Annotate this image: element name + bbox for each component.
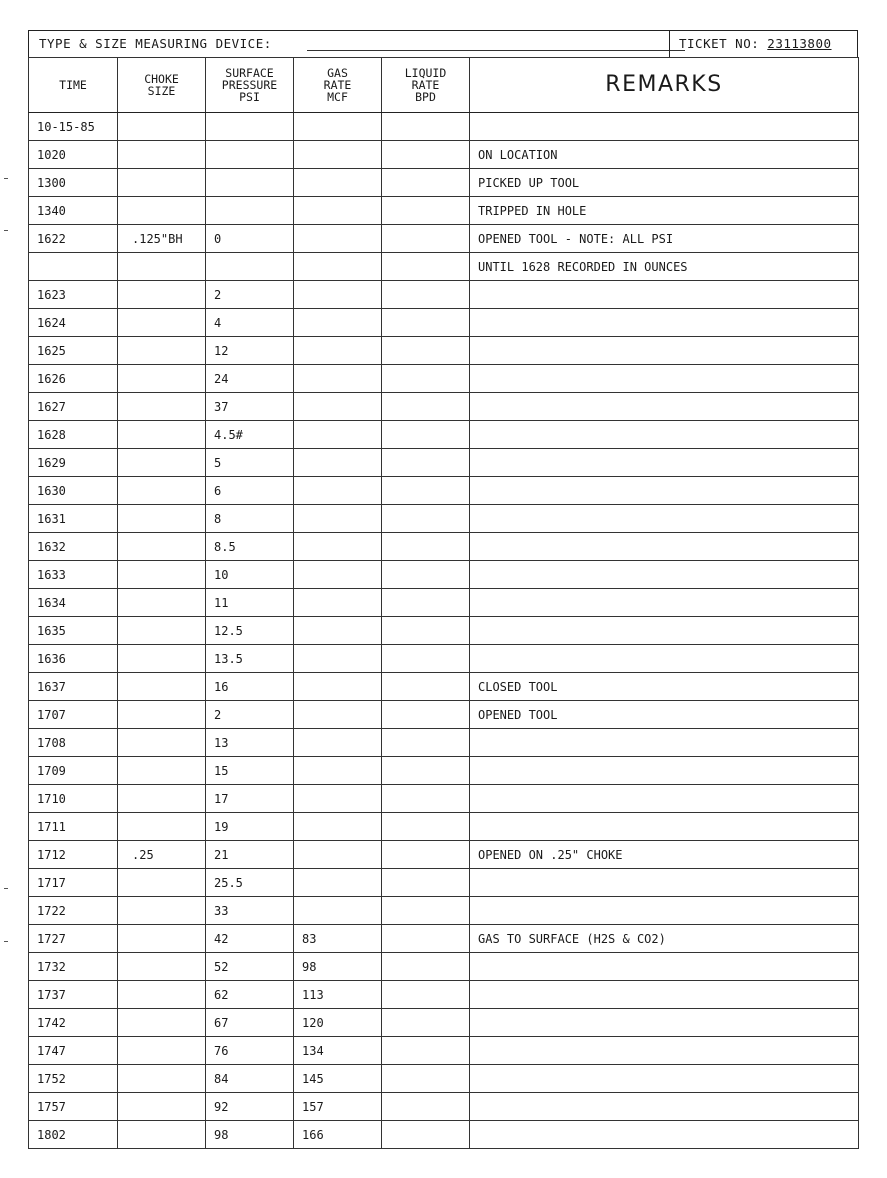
cell-surface-pressure: 33 — [206, 897, 294, 925]
cell-choke-size — [118, 1037, 206, 1065]
header-divider — [669, 31, 670, 57]
cell-gas-rate — [294, 561, 382, 589]
table-row — [29, 841, 859, 869]
margin-mark — [4, 941, 8, 942]
cell-time: 1710 — [29, 785, 118, 813]
column-header-row — [29, 58, 859, 113]
table-row — [29, 757, 859, 785]
cell-choke-size — [118, 813, 206, 841]
cell-surface-pressure — [206, 141, 294, 169]
cell-liquid-rate — [382, 393, 470, 421]
cell-surface-pressure: 2 — [206, 281, 294, 309]
cell-gas-rate — [294, 757, 382, 785]
cell-liquid-rate — [382, 841, 470, 869]
table-row — [29, 981, 859, 1009]
cell-choke-size — [118, 393, 206, 421]
table-row — [29, 561, 859, 589]
cell-liquid-rate — [382, 477, 470, 505]
cell-liquid-rate — [382, 701, 470, 729]
cell-time: 1712 — [29, 841, 118, 869]
cell-time: 1627 — [29, 393, 118, 421]
cell-gas-rate — [294, 589, 382, 617]
table-row — [29, 253, 859, 281]
cell-remarks — [470, 645, 859, 673]
header-line: BPD — [415, 90, 436, 104]
cell-remarks — [470, 421, 859, 449]
table-row — [29, 701, 859, 729]
cell-time: 1709 — [29, 757, 118, 785]
cell-time: 1629 — [29, 449, 118, 477]
header-line: TIME — [59, 78, 87, 92]
cell-remarks: TRIPPED IN HOLE — [470, 197, 859, 225]
cell-time: 1732 — [29, 953, 118, 981]
cell-remarks — [470, 309, 859, 337]
cell-time: 1626 — [29, 365, 118, 393]
cell-choke-size — [118, 533, 206, 561]
cell-time: 1633 — [29, 561, 118, 589]
cell-surface-pressure: 5 — [206, 449, 294, 477]
cell-surface-pressure — [206, 253, 294, 281]
cell-time: 1622 — [29, 225, 118, 253]
cell-gas-rate — [294, 169, 382, 197]
table-row — [29, 141, 859, 169]
table-row — [29, 1009, 859, 1037]
cell-remarks — [470, 1121, 859, 1149]
cell-gas-rate — [294, 337, 382, 365]
cell-gas-rate — [294, 477, 382, 505]
cell-liquid-rate — [382, 673, 470, 701]
cell-liquid-rate — [382, 981, 470, 1009]
test-data-table — [28, 57, 859, 1149]
cell-surface-pressure: 13.5 — [206, 645, 294, 673]
cell-remarks — [470, 729, 859, 757]
cell-time: 1636 — [29, 645, 118, 673]
cell-choke-size — [118, 449, 206, 477]
cell-gas-rate: 145 — [294, 1065, 382, 1093]
cell-gas-rate — [294, 505, 382, 533]
cell-choke-size — [118, 421, 206, 449]
cell-gas-rate — [294, 113, 382, 141]
cell-remarks — [470, 561, 859, 589]
table-row — [29, 813, 859, 841]
cell-remarks: OPENED TOOL — [470, 701, 859, 729]
cell-liquid-rate — [382, 421, 470, 449]
cell-choke-size — [118, 477, 206, 505]
cell-remarks — [470, 281, 859, 309]
cell-remarks — [470, 589, 859, 617]
cell-choke-size — [118, 141, 206, 169]
cell-liquid-rate — [382, 785, 470, 813]
cell-liquid-rate — [382, 757, 470, 785]
cell-gas-rate — [294, 141, 382, 169]
cell-surface-pressure: 6 — [206, 477, 294, 505]
cell-choke-size — [118, 505, 206, 533]
cell-remarks — [470, 897, 859, 925]
cell-surface-pressure: 42 — [206, 925, 294, 953]
cell-time: 1624 — [29, 309, 118, 337]
cell-remarks — [470, 813, 859, 841]
cell-gas-rate: 157 — [294, 1093, 382, 1121]
cell-time: 1020 — [29, 141, 118, 169]
cell-choke-size — [118, 757, 206, 785]
cell-time — [29, 253, 118, 281]
cell-surface-pressure: 12 — [206, 337, 294, 365]
cell-choke-size — [118, 281, 206, 309]
cell-gas-rate — [294, 309, 382, 337]
cell-remarks: PICKED UP TOOL — [470, 169, 859, 197]
header-line: GAS — [327, 66, 348, 80]
cell-choke-size — [118, 309, 206, 337]
cell-remarks: ON LOCATION — [470, 141, 859, 169]
cell-remarks — [470, 1009, 859, 1037]
cell-time: 1707 — [29, 701, 118, 729]
cell-gas-rate: 113 — [294, 981, 382, 1009]
cell-choke-size — [118, 113, 206, 141]
cell-surface-pressure: 62 — [206, 981, 294, 1009]
cell-gas-rate — [294, 813, 382, 841]
cell-surface-pressure: 37 — [206, 393, 294, 421]
column-header-choke-size — [118, 58, 206, 113]
cell-remarks — [470, 785, 859, 813]
cell-time: 1802 — [29, 1121, 118, 1149]
cell-time: 1625 — [29, 337, 118, 365]
header-line: PSI — [239, 90, 260, 104]
cell-choke-size — [118, 673, 206, 701]
cell-remarks — [470, 1037, 859, 1065]
cell-gas-rate: 120 — [294, 1009, 382, 1037]
cell-surface-pressure: 11 — [206, 589, 294, 617]
header-line: SIZE — [147, 84, 176, 98]
cell-gas-rate — [294, 729, 382, 757]
cell-liquid-rate — [382, 309, 470, 337]
column-header-time — [29, 58, 118, 113]
cell-remarks — [470, 113, 859, 141]
cell-liquid-rate — [382, 1065, 470, 1093]
cell-remarks — [470, 393, 859, 421]
table-row — [29, 1065, 859, 1093]
table-row — [29, 505, 859, 533]
cell-time: 1635 — [29, 617, 118, 645]
cell-surface-pressure — [206, 169, 294, 197]
cell-choke-size — [118, 169, 206, 197]
table-row — [29, 589, 859, 617]
cell-choke-size — [118, 1065, 206, 1093]
cell-gas-rate — [294, 701, 382, 729]
cell-time: 1722 — [29, 897, 118, 925]
cell-surface-pressure — [206, 197, 294, 225]
cell-liquid-rate — [382, 897, 470, 925]
cell-surface-pressure: 84 — [206, 1065, 294, 1093]
cell-remarks — [470, 449, 859, 477]
table-row — [29, 309, 859, 337]
cell-gas-rate — [294, 869, 382, 897]
cell-gas-rate — [294, 645, 382, 673]
cell-choke-size: .25 — [118, 841, 206, 869]
margin-mark — [4, 888, 8, 889]
cell-liquid-rate — [382, 225, 470, 253]
cell-liquid-rate — [382, 645, 470, 673]
table-row — [29, 785, 859, 813]
cell-remarks — [470, 981, 859, 1009]
cell-remarks: UNTIL 1628 RECORDED IN OUNCES — [470, 253, 859, 281]
table-row — [29, 673, 859, 701]
cell-surface-pressure: 4.5# — [206, 421, 294, 449]
table-row — [29, 225, 859, 253]
table-row — [29, 645, 859, 673]
cell-liquid-rate — [382, 281, 470, 309]
cell-remarks — [470, 505, 859, 533]
cell-surface-pressure: 52 — [206, 953, 294, 981]
cell-liquid-rate — [382, 253, 470, 281]
sheet-header — [28, 30, 858, 57]
cell-surface-pressure: 25.5 — [206, 869, 294, 897]
header-line: SURFACE — [225, 66, 274, 80]
device-blank-line — [307, 50, 685, 51]
cell-choke-size — [118, 981, 206, 1009]
cell-gas-rate — [294, 897, 382, 925]
table-row — [29, 1037, 859, 1065]
header-line: MCF — [327, 90, 348, 104]
header-line: RATE — [411, 78, 440, 92]
cell-surface-pressure: 15 — [206, 757, 294, 785]
cell-remarks — [470, 953, 859, 981]
cell-surface-pressure: 98 — [206, 1121, 294, 1149]
cell-time: 10-15-85 — [29, 113, 118, 141]
cell-choke-size — [118, 253, 206, 281]
cell-liquid-rate — [382, 561, 470, 589]
cell-surface-pressure: 2 — [206, 701, 294, 729]
cell-liquid-rate — [382, 197, 470, 225]
cell-remarks — [470, 337, 859, 365]
cell-time: 1747 — [29, 1037, 118, 1065]
table-row — [29, 1121, 859, 1149]
cell-choke-size — [118, 701, 206, 729]
cell-remarks — [470, 365, 859, 393]
cell-surface-pressure: 92 — [206, 1093, 294, 1121]
cell-time: 1340 — [29, 197, 118, 225]
cell-choke-size — [118, 869, 206, 897]
table-row — [29, 869, 859, 897]
cell-surface-pressure: 17 — [206, 785, 294, 813]
cell-liquid-rate — [382, 113, 470, 141]
cell-time: 1757 — [29, 1093, 118, 1121]
cell-liquid-rate — [382, 1009, 470, 1037]
cell-liquid-rate — [382, 729, 470, 757]
cell-choke-size — [118, 645, 206, 673]
cell-liquid-rate — [382, 925, 470, 953]
cell-surface-pressure: 10 — [206, 561, 294, 589]
cell-remarks — [470, 617, 859, 645]
table-row — [29, 897, 859, 925]
table-row — [29, 925, 859, 953]
margin-mark — [4, 178, 8, 179]
cell-gas-rate — [294, 449, 382, 477]
cell-gas-rate — [294, 617, 382, 645]
cell-time: 1628 — [29, 421, 118, 449]
cell-surface-pressure: 0 — [206, 225, 294, 253]
cell-choke-size — [118, 897, 206, 925]
header-line: REMARKS — [605, 72, 723, 97]
ticket-field — [679, 36, 832, 51]
cell-choke-size — [118, 617, 206, 645]
cell-remarks — [470, 477, 859, 505]
cell-gas-rate — [294, 253, 382, 281]
cell-gas-rate — [294, 197, 382, 225]
header-line: CHOKE — [144, 72, 179, 86]
cell-surface-pressure: 8.5 — [206, 533, 294, 561]
cell-remarks — [470, 869, 859, 897]
table-row — [29, 169, 859, 197]
cell-liquid-rate — [382, 1093, 470, 1121]
cell-time: 1623 — [29, 281, 118, 309]
table-row — [29, 197, 859, 225]
cell-time: 1631 — [29, 505, 118, 533]
header-line: RATE — [323, 78, 352, 92]
table-row — [29, 729, 859, 757]
margin-mark — [4, 230, 8, 231]
table-row — [29, 113, 859, 141]
cell-remarks: OPENED TOOL - NOTE: ALL PSI — [470, 225, 859, 253]
column-header-liquid-rate — [382, 58, 470, 113]
cell-gas-rate — [294, 785, 382, 813]
cell-liquid-rate — [382, 869, 470, 897]
cell-time: 1630 — [29, 477, 118, 505]
cell-remarks: OPENED ON .25" CHOKE — [470, 841, 859, 869]
cell-surface-pressure: 4 — [206, 309, 294, 337]
cell-time: 1737 — [29, 981, 118, 1009]
cell-liquid-rate — [382, 533, 470, 561]
table-row — [29, 1093, 859, 1121]
column-header-gas-rate — [294, 58, 382, 113]
cell-liquid-rate — [382, 449, 470, 477]
test-data-sheet — [28, 30, 858, 1149]
table-row — [29, 533, 859, 561]
cell-choke-size — [118, 785, 206, 813]
cell-surface-pressure: 21 — [206, 841, 294, 869]
cell-gas-rate: 98 — [294, 953, 382, 981]
cell-time: 1742 — [29, 1009, 118, 1037]
cell-liquid-rate — [382, 365, 470, 393]
cell-time: 1637 — [29, 673, 118, 701]
table-row — [29, 337, 859, 365]
table-row — [29, 477, 859, 505]
cell-gas-rate — [294, 421, 382, 449]
cell-gas-rate — [294, 841, 382, 869]
cell-surface-pressure — [206, 113, 294, 141]
cell-surface-pressure: 24 — [206, 365, 294, 393]
cell-time: 1632 — [29, 533, 118, 561]
cell-gas-rate — [294, 393, 382, 421]
ticket-label: TICKET NO: — [679, 36, 760, 51]
cell-liquid-rate — [382, 141, 470, 169]
table-row — [29, 365, 859, 393]
cell-surface-pressure: 67 — [206, 1009, 294, 1037]
cell-choke-size — [118, 337, 206, 365]
cell-choke-size — [118, 365, 206, 393]
ticket-number: 23113800 — [767, 36, 832, 51]
cell-choke-size — [118, 561, 206, 589]
cell-liquid-rate — [382, 505, 470, 533]
cell-surface-pressure: 8 — [206, 505, 294, 533]
cell-gas-rate: 83 — [294, 925, 382, 953]
cell-choke-size — [118, 953, 206, 981]
table-row — [29, 449, 859, 477]
cell-time: 1708 — [29, 729, 118, 757]
cell-surface-pressure: 19 — [206, 813, 294, 841]
cell-time: 1634 — [29, 589, 118, 617]
cell-liquid-rate — [382, 169, 470, 197]
cell-liquid-rate — [382, 813, 470, 841]
cell-gas-rate: 134 — [294, 1037, 382, 1065]
cell-surface-pressure: 76 — [206, 1037, 294, 1065]
cell-liquid-rate — [382, 1037, 470, 1065]
cell-gas-rate — [294, 225, 382, 253]
cell-choke-size — [118, 1009, 206, 1037]
cell-gas-rate: 166 — [294, 1121, 382, 1149]
cell-liquid-rate — [382, 589, 470, 617]
table-row — [29, 617, 859, 645]
cell-gas-rate — [294, 673, 382, 701]
cell-remarks — [470, 757, 859, 785]
cell-gas-rate — [294, 533, 382, 561]
column-header-remarks — [470, 58, 859, 113]
cell-choke-size — [118, 197, 206, 225]
cell-time: 1711 — [29, 813, 118, 841]
cell-choke-size — [118, 1093, 206, 1121]
header-line: PRESSURE — [221, 78, 278, 92]
cell-remarks — [470, 1093, 859, 1121]
cell-surface-pressure: 12.5 — [206, 617, 294, 645]
column-header-surface-pressure — [206, 58, 294, 113]
header-line: LIQUID — [404, 66, 447, 80]
device-label: TYPE & SIZE MEASURING DEVICE: — [39, 36, 272, 51]
cell-liquid-rate — [382, 1121, 470, 1149]
cell-time: 1752 — [29, 1065, 118, 1093]
cell-choke-size — [118, 729, 206, 757]
cell-time: 1300 — [29, 169, 118, 197]
cell-choke-size — [118, 589, 206, 617]
cell-liquid-rate — [382, 337, 470, 365]
cell-choke-size: .125"BH — [118, 225, 206, 253]
cell-remarks: CLOSED TOOL — [470, 673, 859, 701]
table-row — [29, 281, 859, 309]
cell-remarks — [470, 1065, 859, 1093]
cell-gas-rate — [294, 365, 382, 393]
cell-liquid-rate — [382, 617, 470, 645]
cell-surface-pressure: 13 — [206, 729, 294, 757]
cell-choke-size — [118, 925, 206, 953]
cell-time: 1727 — [29, 925, 118, 953]
cell-gas-rate — [294, 281, 382, 309]
table-row — [29, 421, 859, 449]
cell-liquid-rate — [382, 953, 470, 981]
cell-time: 1717 — [29, 869, 118, 897]
table-row — [29, 393, 859, 421]
cell-surface-pressure: 16 — [206, 673, 294, 701]
cell-remarks — [470, 533, 859, 561]
cell-remarks: GAS TO SURFACE (H2S & CO2) — [470, 925, 859, 953]
table-row — [29, 953, 859, 981]
cell-choke-size — [118, 1121, 206, 1149]
